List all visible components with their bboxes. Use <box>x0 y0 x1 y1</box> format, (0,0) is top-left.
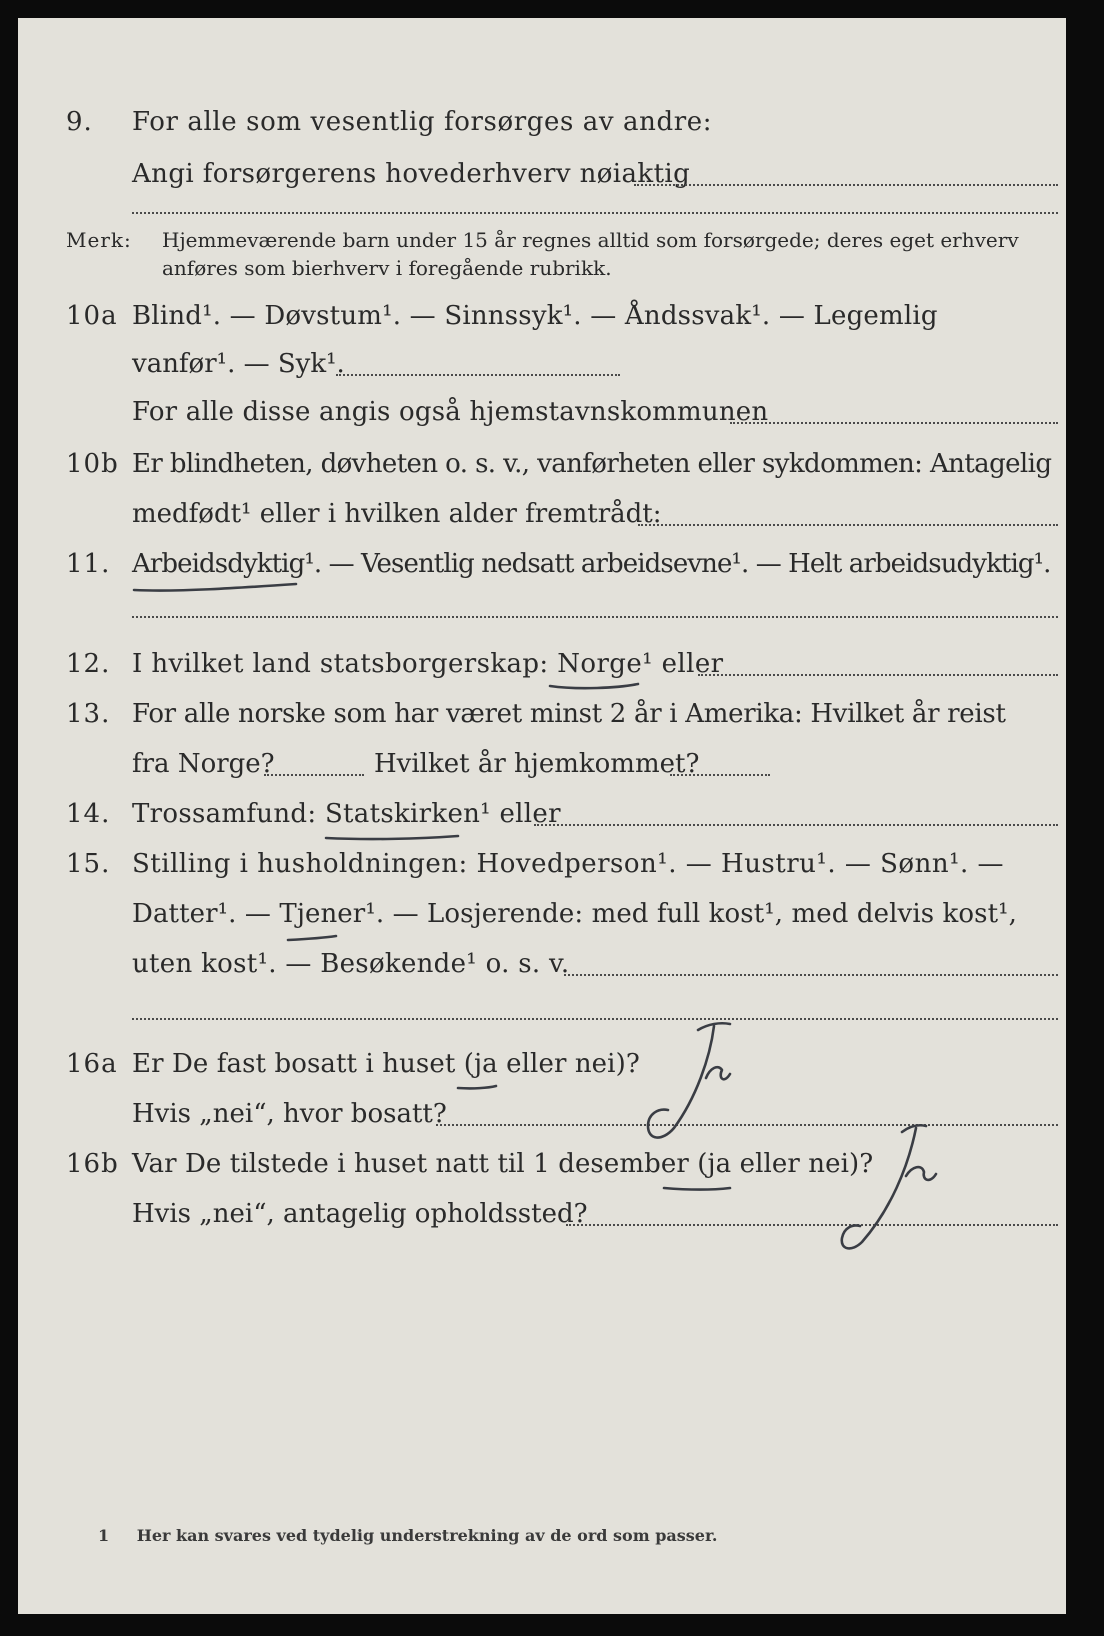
handwritten-answer-16b <box>818 1118 958 1268</box>
question-number: 13. <box>66 699 111 729</box>
question-number: 15. <box>66 849 111 879</box>
question-number: 10a <box>66 301 118 331</box>
question-number: 11. <box>66 549 111 579</box>
question-text: Angi forsørgerens hovederhverv nøiaktig <box>132 159 691 189</box>
question-number: 14. <box>66 799 111 829</box>
question-text: Datter¹. — Tjener¹. — Losjerende: med full kost¹, med delvis kost¹, <box>132 899 1018 929</box>
question-text: Arbeidsdyktig¹. — Vesentlig nedsatt arbeidsevne¹. — Helt arbeidsudyktig¹. <box>132 549 1051 579</box>
question-text: For alle norske som har været minst 2 år i Amerika: Hvilket år reist <box>132 699 1006 729</box>
underline-norge <box>550 684 638 688</box>
census-form-page <box>18 18 1066 1614</box>
underline-ja-16a <box>458 1086 496 1088</box>
question-text: Stilling i husholdningen: Hovedperson¹. — Hustru¹. — Sønn¹. — <box>132 849 1005 879</box>
question-text: Er blindheten, døvheten o. s. v., vanførheten eller sykdommen: Antagelig <box>132 449 1052 479</box>
question-text: Blind¹. — Døvstum¹. — Sinnssyk¹. — Åndssvak¹. — Legemlig <box>132 301 938 331</box>
question-text: Er De fast bosatt i huset (ja eller nei)? <box>132 1049 640 1079</box>
question-text: vanfør¹. — Syk¹. <box>132 349 345 379</box>
underline-tjener <box>288 936 336 940</box>
question-text: Hvis „nei“, hvor bosatt? <box>132 1099 447 1129</box>
footnote <box>98 1526 717 1545</box>
question-text: Var De tilstede i huset natt til 1 desember (ja eller nei)? <box>132 1149 874 1179</box>
question-text: fra Norge? <box>132 749 275 779</box>
note-label: Merk: <box>66 228 132 252</box>
question-text: Hvilket år hjemkommet? <box>374 749 700 779</box>
question-number: 9. <box>66 107 93 137</box>
question-text: For alle som vesentlig forsørges av andre: <box>132 107 713 137</box>
question-number: 10b <box>66 449 119 479</box>
footnote-text: Her kan svares ved tydelig understrekning av de ord som passer. <box>136 1526 718 1545</box>
question-number: 16b <box>66 1149 119 1179</box>
question-text: Trossamfund: Statskirken¹ eller <box>132 799 561 829</box>
footnote-marker: 1 <box>98 1526 110 1545</box>
question-text: uten kost¹. — Besøkende¹ o. s. v. <box>132 949 570 979</box>
question-text: Hvis „nei“, antagelig opholdssted? <box>132 1199 588 1229</box>
underline-arbeidsdyktig <box>134 584 296 591</box>
question-text: For alle disse angis også hjemstavnskommunen <box>132 397 769 427</box>
question-number: 16a <box>66 1049 118 1079</box>
handwritten-answer-16a <box>618 1018 748 1158</box>
note-text: Hjemmeværende barn under 15 år regnes alltid som forsørgede; deres eget erhverv <box>162 228 1019 252</box>
question-text: medfødt¹ eller i hvilken alder fremtrådt: <box>132 499 662 529</box>
underline-statskirken <box>326 836 458 839</box>
question-number: 12. <box>66 649 111 679</box>
note-text: anføres som bierhverv i foregående rubrikk. <box>162 256 612 280</box>
underline-ja-16b <box>664 1188 730 1190</box>
question-text: I hvilket land statsborgerskap: Norge¹ eller <box>132 649 724 679</box>
